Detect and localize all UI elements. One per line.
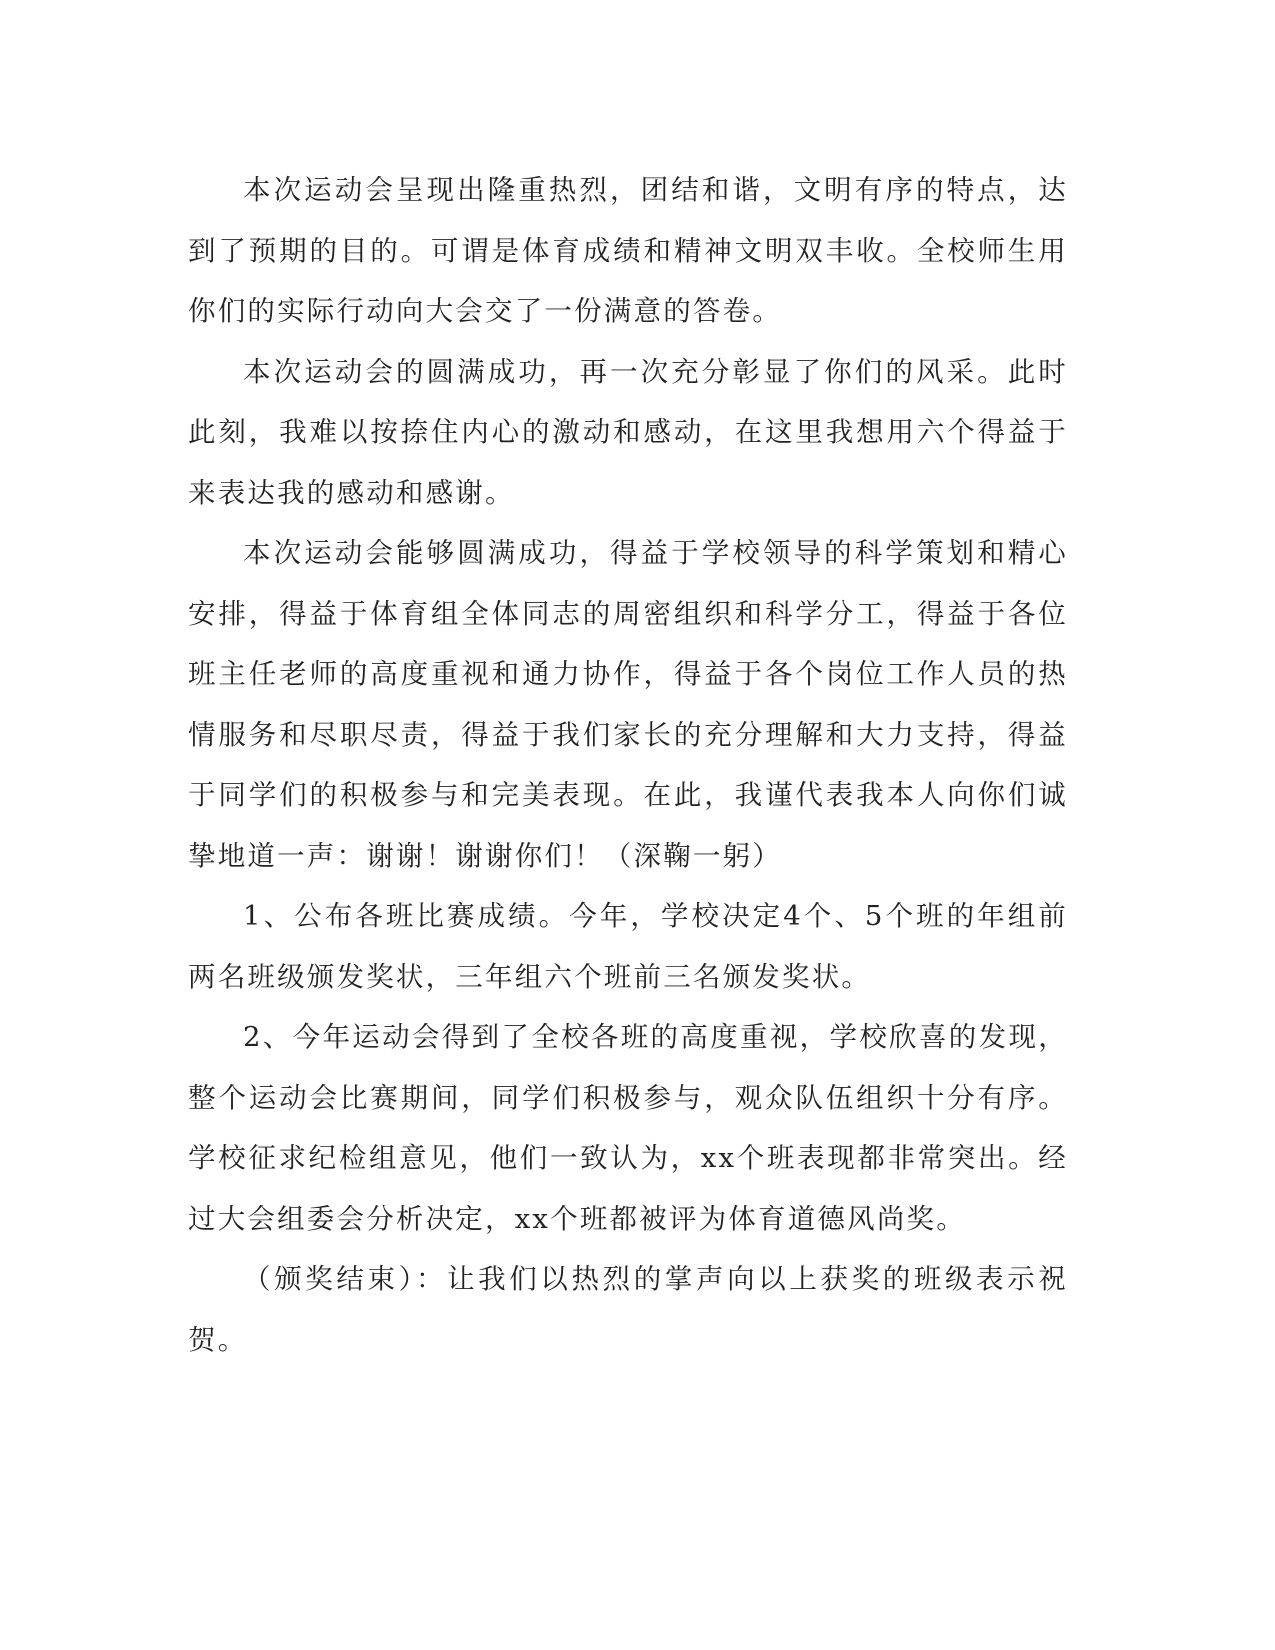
document-body (188, 160, 1068, 1370)
paragraph-success-emotion: 本次运动会的圆满成功，再一次充分彰显了你们的风采。此时此刻，我难以按捺住内心的激动和感动，在这里我想用六个得益于来表达我的感动和感谢。 (188, 355, 1068, 509)
paragraph-item-2-sportsmanship: 2、今年运动会得到了全校各班的高度重视，学校欣喜的发现，整个运动会比赛期间，同学们积极参与，观众队伍组织十分有序。学校征求纪检组意见，他们一致认为，xx个班表现都非常突出。经过大会组委会分析决定，xx个班都被评为体育道德风尚奖。 (188, 1021, 1068, 1235)
paragraph-item-1-results: 1、公布各班比赛成绩。今年，学校决定4个、5个班的年组前两名班级颁发奖状，三年组六个班前三名颁发奖状。 (188, 900, 1068, 993)
paragraph-thanks: 本次运动会能够圆满成功，得益于学校领导的科学策划和精心安排，得益于体育组全体同志的周密组织和科学分工，得益于各位班主任老师的高度重视和通力协作，得益于各个岗位工作人员的热情服务和尽职尽责，得益于我们家长的充分理解和大力支持，得益于同学们的积极参与和完美表现。在此，我谨代表我本人向你们诚挚地道一声：谢谢！谢谢你们！（深鞠一躬） (188, 537, 1068, 872)
paragraph-closing-summary: 本次运动会呈现出隆重热烈，团结和谐，文明有序的特点，达到了预期的目的。可谓是体育成绩和精神文明双丰收。全校师生用你们的实际行动向大会交了一份满意的答卷。 (188, 174, 1068, 327)
paragraph-award-ending: （颁奖结束）：让我们以热烈的掌声向以上获奖的班级表示祝贺。 (188, 1263, 1068, 1356)
